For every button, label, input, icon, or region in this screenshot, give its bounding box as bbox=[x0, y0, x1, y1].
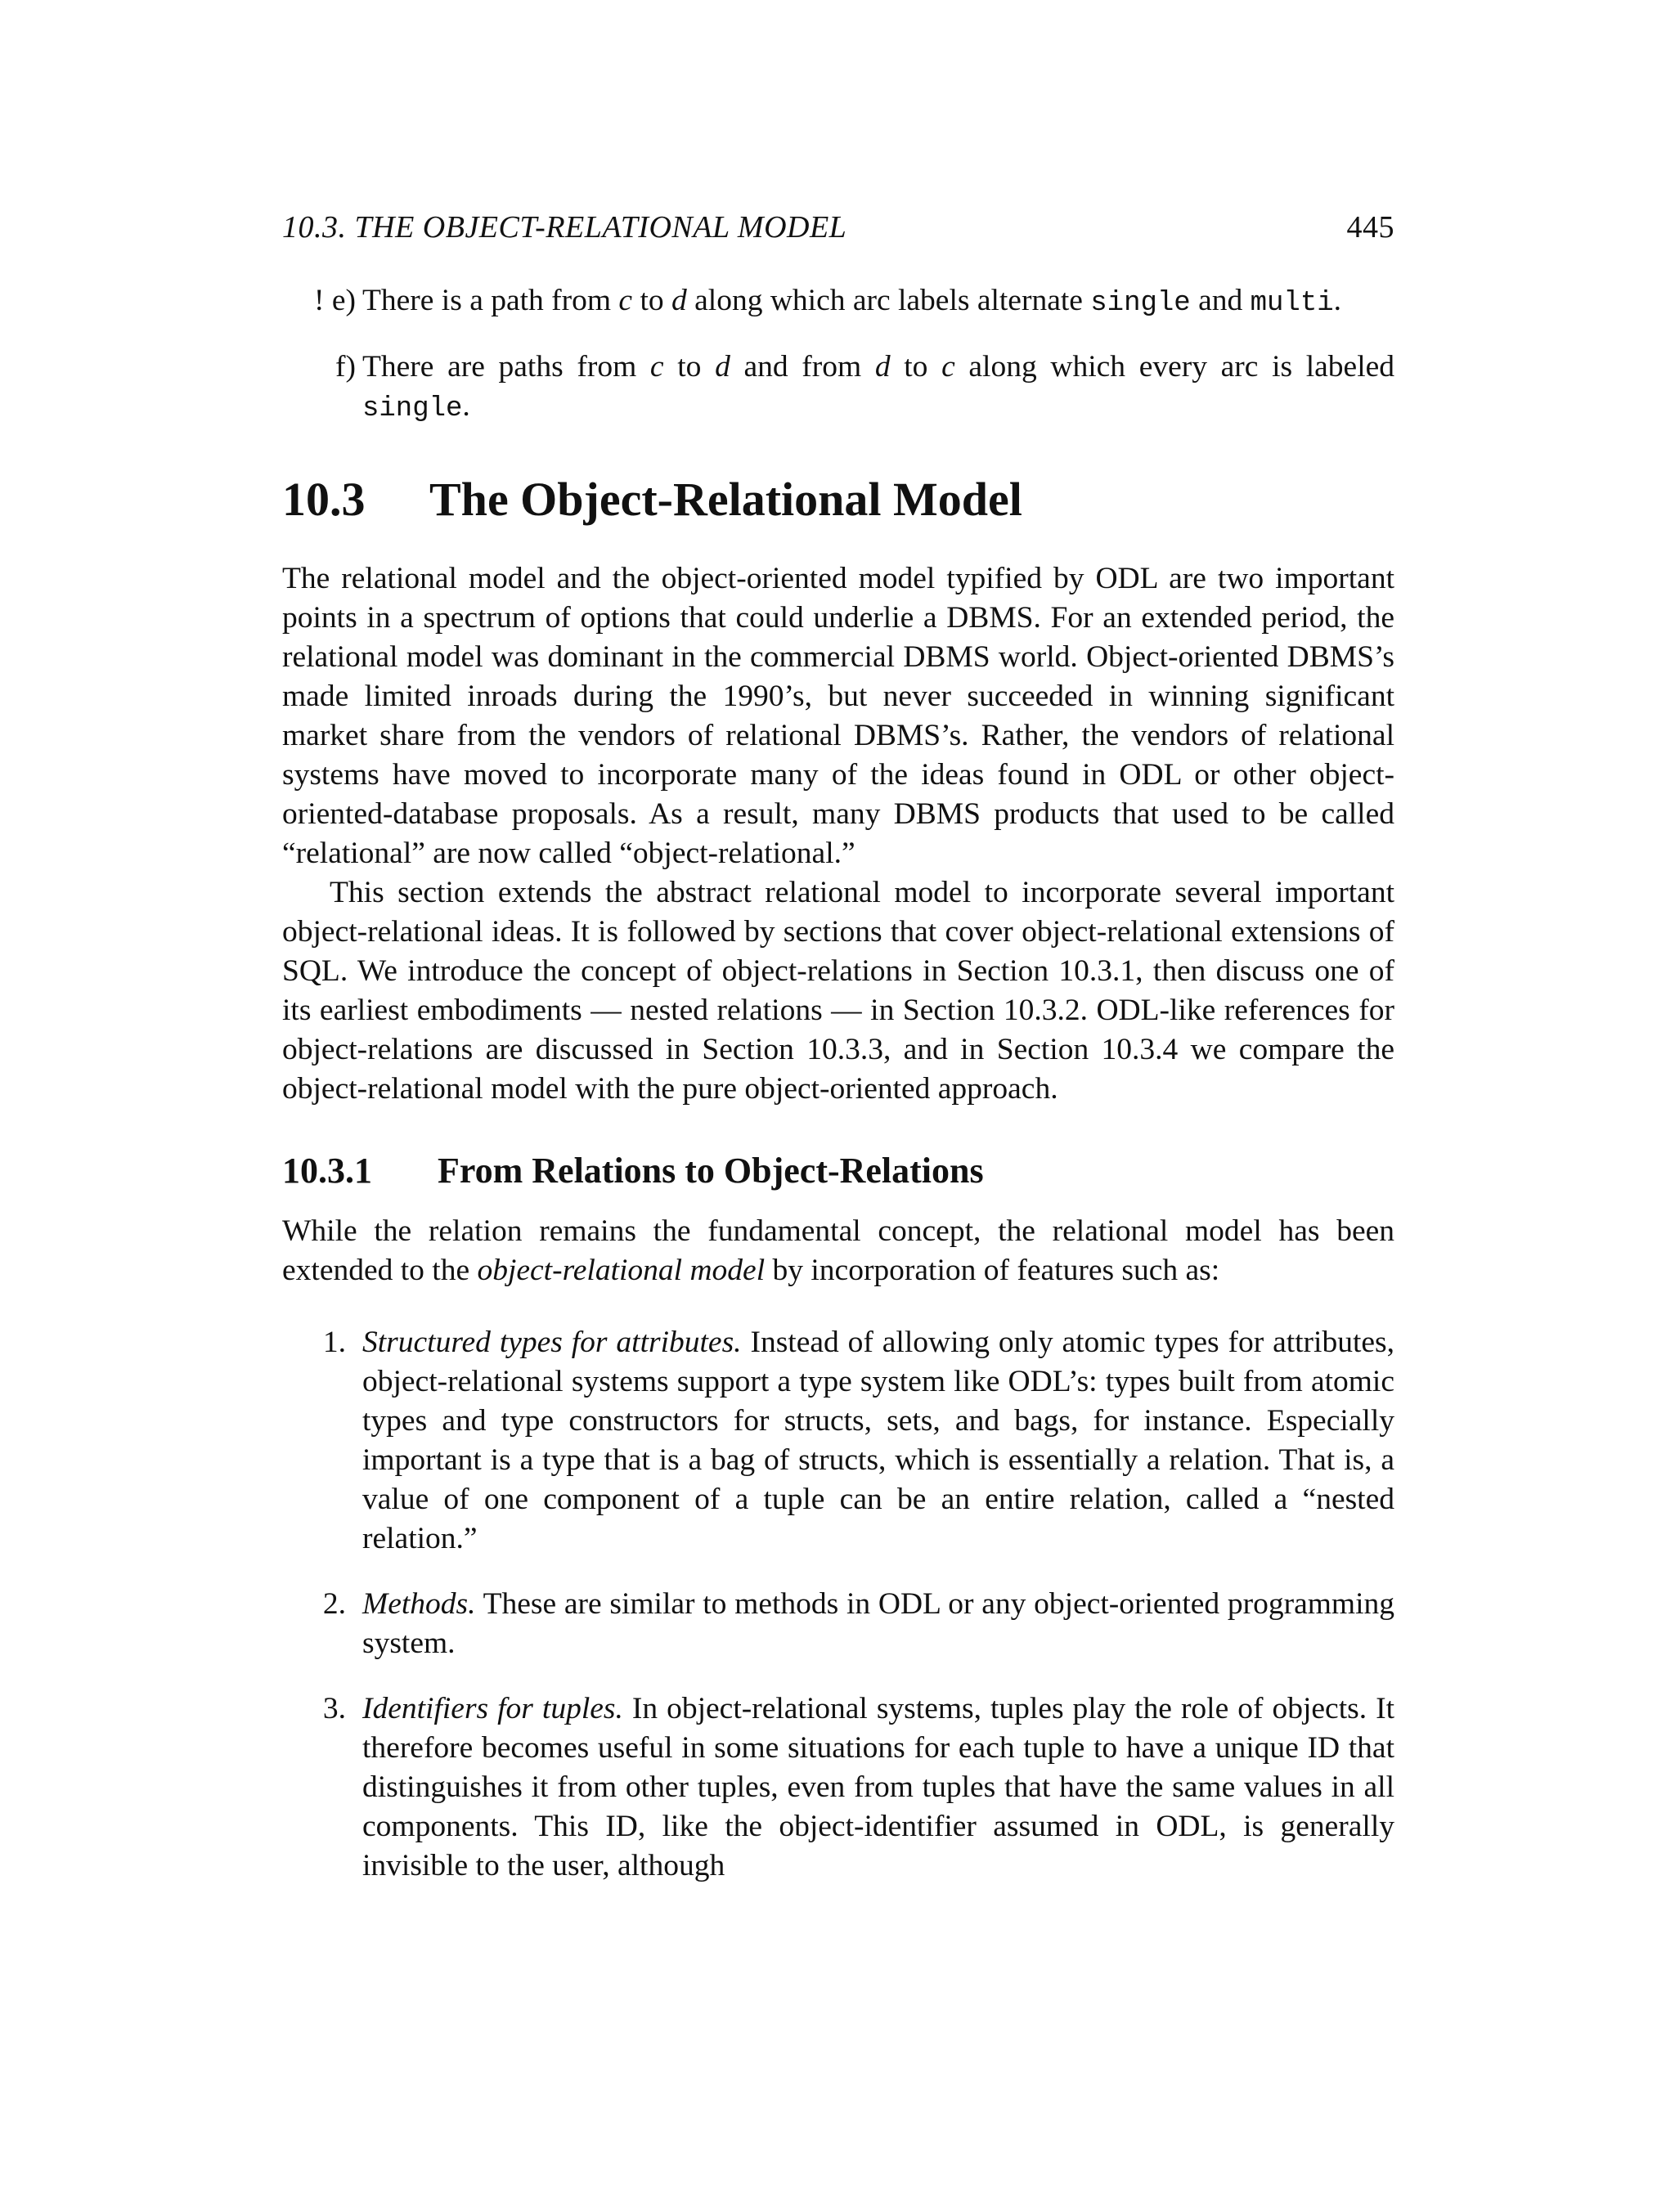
exercise-item-e bbox=[282, 281, 1394, 323]
feature-text: These are similar to methods in ODL or any object-oriented programming system. bbox=[362, 1587, 1394, 1660]
feature-list bbox=[282, 1323, 1394, 1886]
subsection-number: 10.3.1 bbox=[282, 1151, 372, 1191]
section-title: The Object-Relational Model bbox=[429, 473, 1022, 526]
section-paragraph-2: This section extends the abstract relational model to incorporate several important object-relational ideas. It is followed by sections that cover object-relational extensions of SQL. We introduce the concept of object-relations in Section 10.3.1, then discuss one of its earliest embodiments — nested relations — in Section 10.3.2. ODL-like references for object-relations are discussed in Section 10.3.3, and in Section 10.3.4 we compare the object-relational model with the pure object-oriented approach. bbox=[282, 876, 1394, 1106]
exercise-label: f) bbox=[335, 350, 356, 384]
feature-text: In object-relational systems, tuples play the role of objects. It therefore becomes useful in some situations for each tuple to have a unique ID that distinguishes it from other tuples, even from tuples that have the same values in all components. This ID, like the object-identifier assumed in ODL, is generally invisible to the user, although bbox=[362, 1692, 1395, 1882]
exercise-item-f bbox=[282, 348, 1394, 428]
list-number: 3. bbox=[322, 1692, 346, 1725]
subsection-heading bbox=[282, 1148, 1394, 1194]
running-head bbox=[282, 204, 1394, 254]
list-number: 2. bbox=[322, 1587, 346, 1621]
feature-item-identifiers bbox=[282, 1689, 1394, 1886]
feature-item-structured-types bbox=[282, 1323, 1394, 1559]
exercise-text: There is a path from c to d along which arc labels alternate single and multi. bbox=[362, 284, 1342, 319]
section-heading bbox=[282, 471, 1394, 528]
section-number: 10.3 bbox=[282, 473, 366, 526]
page-number: 445 bbox=[1346, 210, 1394, 245]
running-head-title: 10.3. THE OBJECT-RELATIONAL MODEL bbox=[282, 210, 847, 245]
feature-title: Structured types for attributes. bbox=[362, 1326, 742, 1359]
feature-item-methods bbox=[282, 1585, 1394, 1663]
exercise-list bbox=[282, 281, 1394, 428]
feature-text: Instead of allowing only atomic types for attributes, object-relational systems support a type system like ODL’s: types built from atomic types and type constructors for structs, sets, and bags, for instance. Especially important is a type that is a bag of structs, which is essentially a relation. That is, a value of one component of a tuple can be an entire relation, called a “nested relation.” bbox=[362, 1326, 1394, 1555]
exercise-label: ! e) bbox=[314, 284, 356, 317]
list-number: 1. bbox=[322, 1326, 346, 1359]
feature-title: Methods. bbox=[362, 1587, 476, 1621]
feature-title: Identifiers for tuples. bbox=[362, 1692, 623, 1725]
exercise-text: There are paths from c to d and from d to c along which every arc is labeled single. bbox=[362, 350, 1395, 424]
subsection-intro: While the relation remains the fundamental concept, the relational model has been extended to the object-relational model by incorporation of features such as: bbox=[282, 1214, 1394, 1287]
subsection-title: From Relations to Object-Relations bbox=[438, 1151, 984, 1191]
page bbox=[282, 204, 1394, 1912]
section-paragraph-1: The relational model and the object-oriented model typified by ODL are two important points in a spectrum of options that could underlie a DBMS. For an extended period, the relational model was dominant in the commercial DBMS world. Object-oriented DBMS’s made limited inroads during the 1990’s, but never succeeded in winning significant market share from the vendors of relational DBMS’s. Rather, the vendors of relational systems have moved to incorporate many of the ideas found in ODL or other object-oriented-database proposals. As a result, many DBMS products that used to be called “relational” are now called “object-relational.” bbox=[282, 562, 1394, 870]
